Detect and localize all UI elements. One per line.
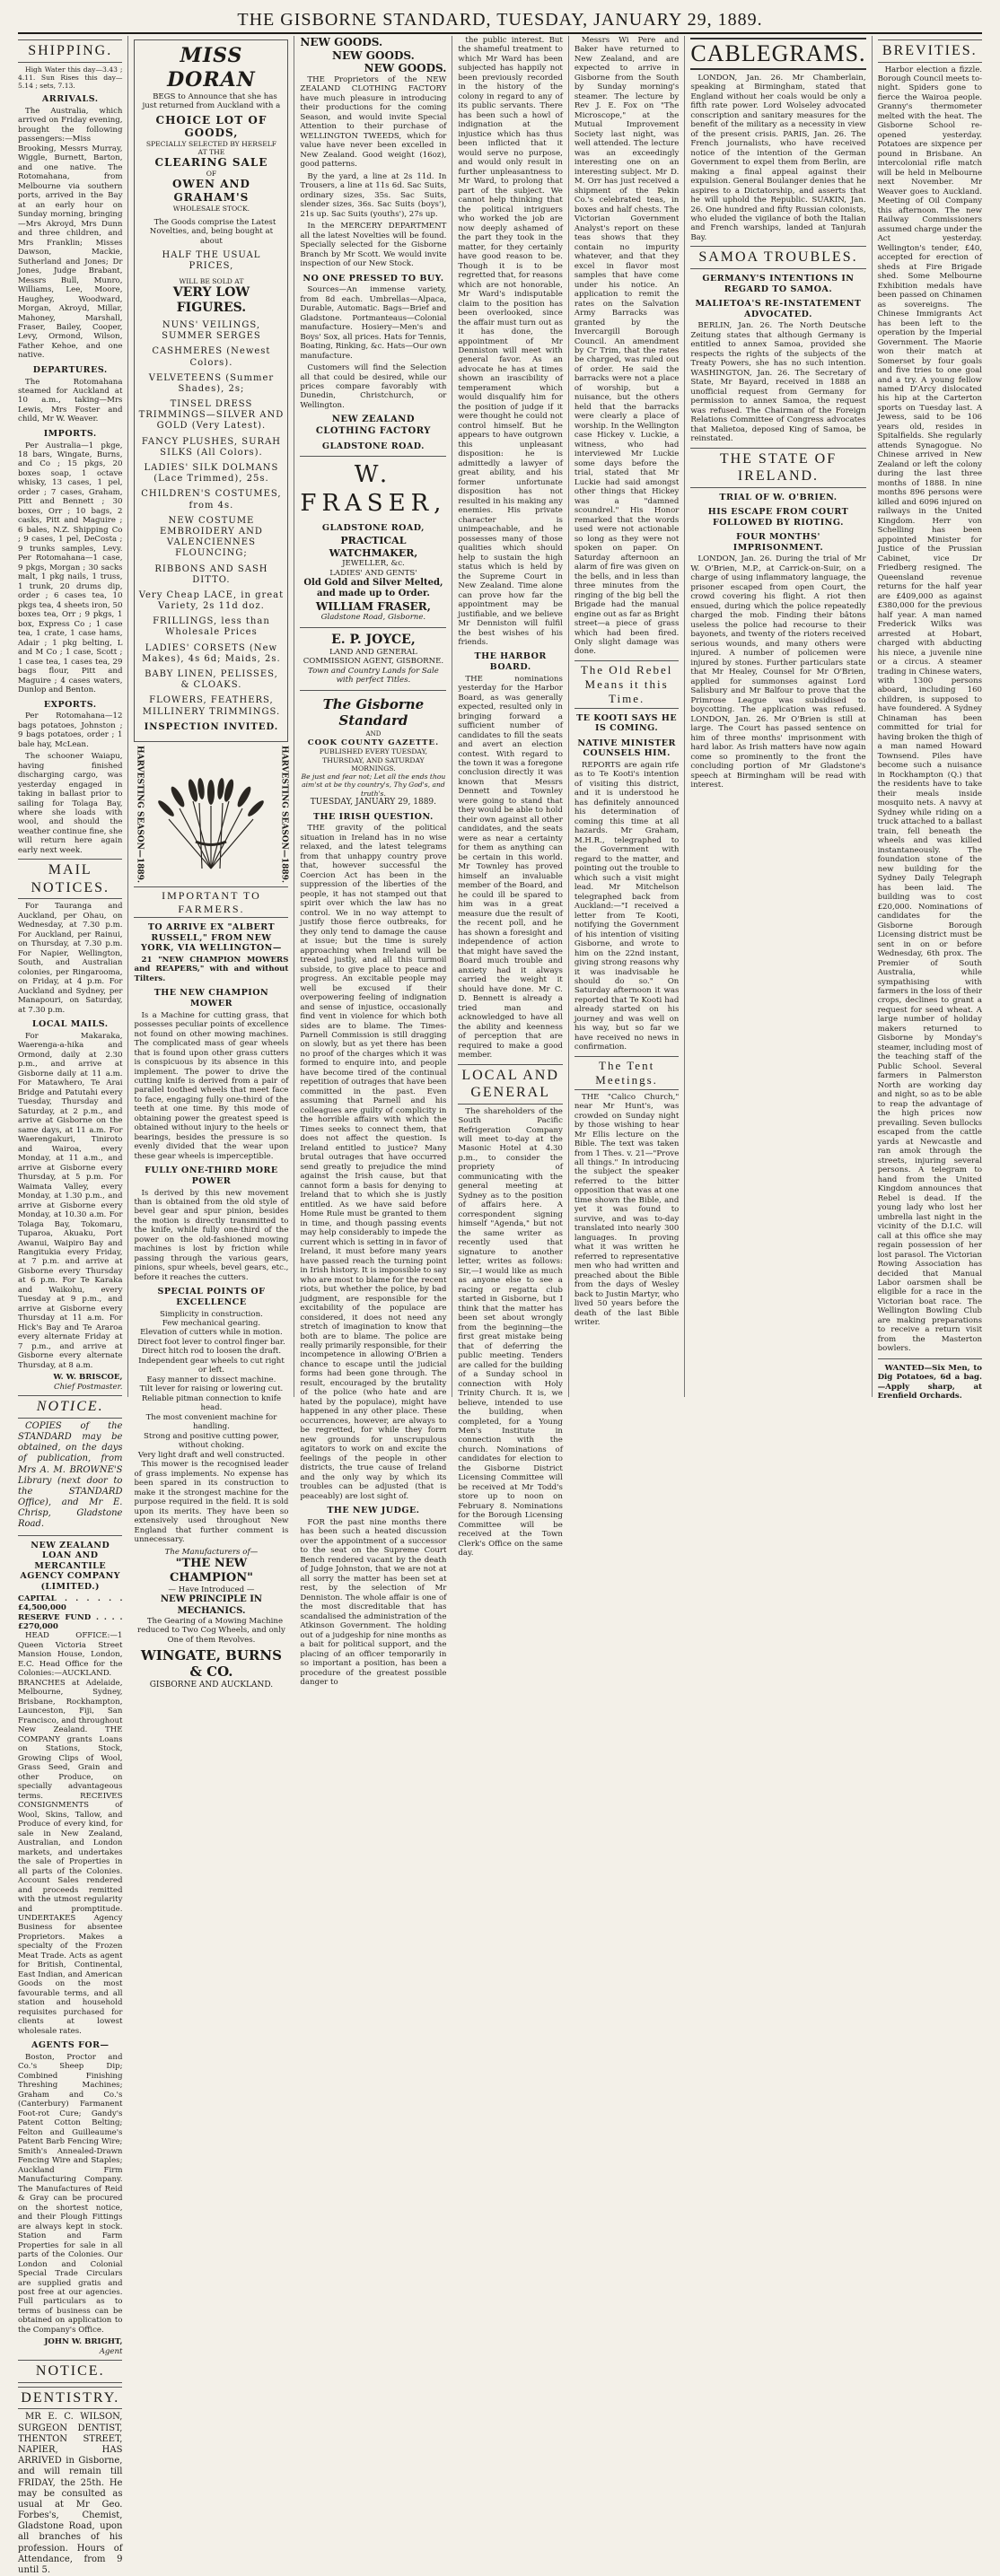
- fraser-trade-2: JEWELLER, &c.: [342, 559, 405, 569]
- doran-advert: [134, 39, 288, 742]
- wheat-label-left: HARVESTING SEASON—1889.: [135, 745, 145, 884]
- divider: [878, 1358, 982, 1359]
- special-item-6: Easy manner to dissect machine.: [146, 1375, 276, 1384]
- loan-text: HEAD OFFICE:—1 Queen Victoria Street Mansion House, London, E.C. Head Office for the Colonies:—AUCKLAND. BRANCHES at Adelaide, Melbourne, Sydney, Brisbane, Rockhampton, Launceston, Fiji, San Francisco, and throughout New Zealand. THE COMPANY grants Loans on Stations, Stock, Growing Clips of Wool, Grass Seed, Grain and other Produce, on specially advantageous terms. RECEIVES CONSIGNMENTS of Wool, Skins, Tallow, and Produce of every kind, for sale in New Zealand, Australian, and London markets, and undertakes the sale of Properties in all parts of the Colonies. Account Sales rendered and proceeds remitted with the utmost regularity and promptitude. UNDERTAKES Agency Business for absentee Proprietors. Makes a specialty of the Frozen Meat Trade. Acts as agent for British, Continental, East Indian, and American Goods on the most favourable terms, and all station and household requisites purchased for clients at lowest wholesale rates.: [18, 1631, 123, 2036]
- local-text: The shareholders of the South Pacific Refrigeration Company will meet to-day at the Masonic Hotel at 4.30 p.m., to consider the propriety of communicating with the general meeting at Sydney as to the position of affairs here. A correspondent signing himself "Agenda," but not the same writer as recently used that signature to another letter, writes as follows: Sir,—I would like as much as anyone else to see a racing or regatta club started in Gisborne, but I think that the matter has been set about wrongly from the beginning—the first great mistake being that of deferring the public meeting. Tenders are called for the building of a Sunday school in connection with Holy Trinity Church. It is, we believe, intended to use the building, when completed, for a Young Men's Institute in connection with the church. Nominations of candidates for election to the Gisborne District Licensing Committee will be received at Mr Todd's store up to noon on February 8. Nominations for the Borough Licensing Committee will be received at the Town Clerk's Office on the same day.: [458, 1106, 563, 1559]
- farmers-heading: IMPORTANT TO FARMERS.: [134, 886, 288, 918]
- judge-text: FOR the past nine months there has been such a heated discussion over the appointment of a successor to the seat on the Supreme Court Bench rendered vacant by the death of Judge Johnston, that we are not at all sorry the matter has been set at rest, by the selection of Mr Denniston. The whole affair is one of the most discreditable that has scandalised the administration of the Atkinson Government. The holding out of a judgeship for nine months as a bait for political support, and the placing of an officer temporarily in so important a position, has been a procedure of the greatest possible danger to: [300, 1517, 447, 1688]
- sources-text: Sources—An immense variety, from 8d each. Umbrellas—Alpaca, Durable, Automatic. Bags—Brief and Gladstone. Portmanteaus—Colonial manufacture. Hosiery—Men's and Boys' Sox, all prices. Hats for Tennis, Boating, Rinking, &c. Hats—Our own manufacture.: [300, 285, 447, 361]
- special-heading: SPECIAL POINTS OF EXCELLENCE: [157, 1287, 266, 1307]
- doran-item-5: LADIES' SILK DOLMANS (Lace Trimmed), 25s.: [144, 463, 279, 485]
- ireland-sub: TRIAL OF W. O'BRIEN.: [719, 492, 838, 502]
- tent-text: THE "Calico Church," near Mr Hunt's, was crowded on Sunday night by those wishing to hear Mr Ellis lecture on the Bible. The text was taken from 1 Thes. v. 21—"Prove all things." In introducing the subject the speaker referred to the bitter opposition that was at one time shown the Bible, and yet it was found to survive, and was to-day translated into nearly 300 languages. In proving what it was written he referred to representative men who had written and preached about the Bible from the days of Wesley back to Justin Martyr, who lived 50 years before the death of the last Bible writer.: [574, 1092, 680, 1328]
- loan-reserve: RESERVE FUND . . . . £270,000: [18, 1612, 123, 1631]
- doran-line-6: WHOLESALE STOCK.: [172, 204, 250, 213]
- customers-text: Customers will find the Selection all that could be desired, while our prices compare favorably with Dunedin, Christchurch, or Wellington.: [300, 363, 447, 410]
- doran-item-8: RIBBONS AND SASH DITTO.: [154, 563, 268, 585]
- fraser-big: W. FRASER,: [300, 461, 447, 518]
- exports-heading: EXPORTS.: [43, 699, 97, 710]
- masthead: THE GISBORNE STANDARD, TUESDAY, JANUARY 29, 1889.: [18, 7, 982, 34]
- column-7: [872, 36, 983, 1402]
- special-item-11: Very light draft and well constructed.: [137, 1450, 285, 1460]
- samoa-heading: SAMOA TROUBLES.: [690, 246, 865, 269]
- arrivals-text: The Australia, which arrived on Friday evening, brought the following passengers:—Miss Brooking, Messrs Murray, Wiggle, Burnett, Barton, and one native. The Rotomahana, from Melbourne via southern ports, arrived in the Bay at an early hour on Sunday morning, bringing—Mrs Akroyd, Mrs Dunn and three children, and Mrs Franklin; Misses Dawson, Mackie, Sutherland and Jones; Dr Jones, Judge Brabant, Messrs Bull, Munro, Williams, Lee, Moore, Haughey, Woodward, Morgan, Akroyd, Millar, Mahoney, Marshall, Fraser, Bailey, Cooper, Levy, Ormond, Wilson, Father Kehoe, and one native.: [18, 106, 123, 361]
- fraser-ladies: LADIES' AND GENTS': [329, 568, 417, 578]
- rebel-sub: TE KOOTI SAYS HE IS COMING.: [576, 712, 678, 734]
- standard-date: TUESDAY, JANUARY 29, 1889.: [310, 797, 437, 807]
- exports-text: Per Rotomahana—12 bags potatoes, Johnston ; 9 bags potatoes, order ; 1 bale hay, McLean.: [18, 712, 123, 749]
- joyce-text: LAND AND GENERAL COMMISSION AGENT, GISBORNE.: [303, 647, 444, 667]
- fraser-address: GLADSTONE ROAD,: [321, 522, 425, 533]
- wingate-footer-sub: GISBORNE AND AUCKLAND.: [149, 1680, 274, 1690]
- new-goods-prices: By the yard, a line at 2s 11d. In Trousers, a line at 11s 6d. Sac Suits, ordinary sizes, 35s. Sac Suits, slender sizes, 36s. Sac Suits (boys'), 21s up. Sac Suits (youths'), 27s up.: [300, 171, 447, 219]
- notice-heading: NOTICE.: [18, 1395, 122, 1419]
- samoa-sub: GERMANY'S INTENTIONS IN REGARD TO SAMOA.: [702, 273, 855, 294]
- local-mails-heading: LOCAL MAILS.: [31, 1019, 109, 1030]
- mail-sign-1: W. W. BRISCOE,: [53, 1373, 123, 1383]
- special-item-8: Reliable pitman connection to knife head.: [141, 1393, 282, 1413]
- agents-heading: AGENTS FOR—: [31, 2040, 110, 2051]
- judge-heading: THE NEW JUDGE.: [327, 1506, 420, 1516]
- column-5: [568, 36, 684, 1397]
- gearing: The Gearing of a Mowing Machine reduced to Two Cog Wheels, and only One of them Revolves.: [137, 1616, 285, 1645]
- fraser-trade: PRACTICAL WATCHMAKER,: [329, 535, 418, 559]
- arrivals-heading: ARRIVALS.: [41, 94, 99, 105]
- special-item-9: The most convenient machine for handling.: [145, 1412, 277, 1432]
- new-goods-3: NEW GOODS.: [364, 62, 447, 75]
- principle: NEW PRINCIPLE IN MECHANICS.: [160, 1594, 263, 1616]
- doran-item-10: FRILLINGS, less than Wholesale Prices: [153, 616, 270, 638]
- agent-title: Agent: [99, 2346, 123, 2356]
- doran-body: The Goods comprise the Latest Novelties, and, being bought at about: [149, 217, 276, 246]
- departures-heading: DEPARTURES.: [32, 364, 108, 375]
- doran-item-1: CASHMERES (Newest Colors).: [152, 346, 271, 368]
- mower-heading: THE NEW CHAMPION MOWER: [154, 988, 269, 1009]
- farmers-21: 21 "NEW CHAMPION MOWERS and REAPERS," with and without Tilters.: [134, 956, 289, 983]
- irish-text: THE gravity of the political situation in Ireland has in no wise relaxed, and the latest telegrams from that unhappy country prove that, however successful the Coercion Act has been in the suppression of the liberties of the people, it has not stamped out that spirit over which the law has no control. We in no way attempt to justify those fierce outbreaks, for they only tend to damage the cause at issue; but the time is surely approaching when Ireland will be treated justly, and all this turmoil subside, to give place to peace and progress. An excitable people may well be excused if their overpowering feeling of indignation and sense of injustice, occasionally find vent in violence for which both sides are to blame. The Times-Parnell Commission is still dragging on slowly, but as yet there has been no proof of the charges which it was formed to enquire into, and people have become tired of the continual repetition of outrages that have been committed in the past. Even assuming that Parnell and his colleagues are guilty of complicity in the horrible affairs with which the Times seeks to connect them, that does not affect the question. Is Ireland entitled to justice? Many brutal outrages that have occurred send greatly to prejudice the mind against the Irish cause, but that cannot form a basis for denying to Ireland that to which she is justly entitled. As we have said before Home Rule must be granted to them in time, and though passing events may help considerably to impede the current which is setting in in favor of Ireland, it must before many years have passed reach the turning point in Irish history. It is impossible to say who are most to blame for the recent riots, but whether the police, by bad judgment, are responsible for the excitability of the populace are considered, it does not need any stretch of imagination to know that both are to blame. The police are really primarily responsible, for their incompetence in allowing O'Brien a chance to escape until the judicial forms had been gone through. The result, encouraged by the brutality of the police (who hate and are hated by the populace), might have happened in any other place. These occurrences, however, are always to be regretted, for while they form new grounds for unscrupulous agitators to work on and excite the feelings of the people in other districts, the true cause of Ireland and the only way by which its troubles can be adjusted (that is peaceably) are lost sight of.: [300, 824, 447, 1501]
- fraser-gold: Old Gold and Silver Melted, and made up to Order.: [303, 578, 443, 599]
- doran-item-7: NEW COSTUME EMBROIDERY AND VALENCIENNES FLOUNCING;: [160, 515, 263, 559]
- wheat-illustration: [134, 746, 288, 883]
- brevities-heading: BREVITIES.: [878, 39, 982, 63]
- factory-address: GLADSTONE ROAD.: [321, 441, 425, 451]
- ireland-heading: THE STATE OF IRELAND.: [690, 448, 865, 488]
- farmers-sub: TO ARRIVE EX "ALBERT RUSSELL," FROM NEW YORK, VIA WELLINGTON—: [141, 922, 282, 954]
- local-heading: LOCAL AND GENERAL: [458, 1064, 562, 1105]
- shipping-heading: SHIPPING.: [18, 39, 122, 63]
- column-6: [684, 36, 871, 1397]
- column-3: [294, 36, 452, 1688]
- local-continued: Messrs Wi Pere and Baker have returned to New Zealand, and are expected to arrive in Gisborne from the South by Sunday morning's steamer. The lecture by Rev J. E. Fox on "The Microscope," at the Mutual Improvement Society last night, was well attended. The lecture was an exceedingly interesting one on an interesting subject. Mr D. M. Orr has just received a shipment of the Pekin Co.'s celebrated teas, in boxes and half chests. The Victorian Government Analyst's report on these teas shows that they contain no impurity whatever, and that they excel in flavor most samples that have come under his notice. An application to remit the rates on the Salvation Army Barracks was granted by the Invercargill Borough Council. An amendment by Cr Trim, that the rates be charged, was ruled out of order. He said the barracks were not a place of worship, but a nuisance, but the others held that the barracks were clearly a place of worship. In the Wellington case Hickey v. Luckie, a witness, who had interviewed Mr Luckie some days before the trial, stated that Mr Luckie had said amongst other things that Hickey was a "damned scoundrel." His Honor remarked that the words used were not actionable so long as they were not spoken on paper. On Saturday afternoon an alarm of fire was given on the bells, and in less than three minutes from the ringing of the big bell the Brigade had the manual engine out as far as Bright street—a piece of grass which had been fired. Only slight damage was done.: [574, 36, 680, 657]
- ireland-text: LONDON, Jan. 26. During the trial of Mr W. O'Brien, M.P., at Carrick-on-Suir, on a charge of using inflammatory language, the prisoner escaped from open Court, the crowd covering his flight. A riot then ensued, during which the police repeatedly charged the mob. Finding their bâtons useless the police had recourse to their bayonets, and twenty of the rioters received serious wounds, and many others were injured. A number of policemen were injured by stones. Further particulars state that Mr Healey, Counsel for Mr O'Brien, applied for summonses against Lord Salisbury and Mr Balfour to prove that the Primrose League was subsidised to boycotting. The application was refused. LONDON, Jan. 26. Mr O'Brien is still at large. The Court has passed sentence on him of three months' imprisonment with hard labor. As Irish matters have now again come so prominently to the front the concluding portion of Mr Gladstone's speech at Birmingham will be read with interest.: [690, 554, 866, 790]
- doran-item-11: LADIES' CORSETS (New Makes), 4s 6d; Maids, 2s.: [142, 642, 281, 664]
- tides-text: High Water this day—3.43 ; 4.11. Sun Rises this day—5.14 ; sets, 7.13.: [18, 65, 123, 91]
- fraser-name: WILLIAM FRASER,: [315, 599, 431, 613]
- notice2-heading: NOTICE.: [18, 2360, 122, 2383]
- doran-line-3: CLEARING SALE: [154, 156, 268, 170]
- notice-text: COPIES of the STANDARD may be obtained, on the days of publication, from Mrs A. M. BROWNE'S Library (next door to the STANDARD Office), and Mr E. Chrisp, Gladstone Road.: [18, 1420, 123, 1530]
- driven-text: Is derived by this new movement than is obtained from the old style of bevel gear and spur pinion, besides the motion is directly transmitted to the knife, while fully one-third of the power on the old-fashioned mowing machines is lost by friction while passing through the various gears, pinions, spur wheels, bevel gears, etc., before it reaches the cutters.: [134, 1188, 289, 1282]
- doran-item-9: Very Cheap LACE, in great Variety, 2s 11d doz.: [138, 589, 285, 612]
- standard-title: The Gisborne Standard: [322, 695, 425, 729]
- doran-half: HALF THE USUAL PRICES,: [162, 250, 261, 272]
- joyce-sub: Town and Country Lands for Sale with perfect Titles.: [308, 666, 439, 685]
- rebel-heading: The Old Rebel Means it this Time.: [575, 660, 679, 709]
- none-pressed: NO ONE PRESSED TO BUY.: [303, 273, 444, 284]
- doran-item-13: FLOWERS, FEATHERS, MILLINERY TRIMMINGS.: [142, 695, 281, 717]
- doran-line-1: SPECIALLY SELECTED BY HERSELF: [145, 139, 277, 148]
- brevities-text: Harbor election a fizzle. Borough Council meets to-night. Spiders gone to fierce the Wairoa people. Granny's thermometer melted with the heat. The Gisborne School re-opened yesterday. Potatoes are sixpence per pound in Brisbane. An intercolonial rifle match will be held in Melbourne next November. Mr Weaver goes to Auckland. Meeting of Oil Company this afternoon. The new Railway Commissioners assumed charge under the Act yesterday. Wellington's tender, £40, accepted for erection of sheds at Fire Brigade shed. Some Melbourne Exhibition medals have been passed on Chinamen as sovereigns. The Chinese Immigrants Act has been left to the operation by the Imperial Government. The Maorie won their match at Somerset by four goals and five tries to one goal and a try. A young fellow named D'Arcy dislocated his hip at the Carterton sports on Tuesday last. A Jewess, said to be 106 years old, resides in Spitalfields. She regularly attends Synagogue. No Chinese arrived in New Zealand or left the colony during the last three months of 1888. In nine months 896 persons were killed and 6096 injured on railways in the United Kingdom. Herr von Schelling has been appointed Minister for Justice of the Prussian Cabinet, vice Dr Friedberg resigned. The Queensland revenue returns for the half year are £409,000 as against £380,000 for the previous half year. A man named Frederick Wilks was arrested at Hobart, charged with abducting his niece, a juvenile nine or a circus. A steamer trading in Chinese waters, with 1300 persons aboard, including 160 children, is supposed to have foundered. A Sydney Chinaman has been committed for trial for having broken the thigh of a man named Howard Townsend. Piles have become such a nuisance in Rockhampton (Q.) that the residents have to take their meals inside mosquito nets. A navvy at Sydney while riding on a truck attached to a ballast train, fell beneath the wheels and was killed instantaneously. The foundation stone of the new building for the Sydney Daily Telegraph has been laid. The building was to cost £20,000. Nominations of candidates for the Gisborne Borough Licensing district must be sent in on or before Wednesday, 6th prox. The Premier of South Australia, while sympathising with farmers in the loss of their crops, declines to grant a request for seed wheat. A large number of holiday makers returned to Gisborne by Monday's steamer, including most of the teaching staff of the Public School. Several farmers in Palmerston North are working day and night, so as to be able to reap the advantage of the high prices now prevailing. Seven bullocks escaped from the cattle yards at Newcastle and ran amok through the streets, injuring several persons. A telegram to hand from the United Kingdom announces that Rebel is dead. If the young lady who lost her umbrella last night in the vicinity of the D.I.C. will call at this office she may regain possession of her lost parasol. The Victorian Rowing Association has decided that Manual Labor oarsmen shall be eligible for a race in the Victorian boat race. The Wellington Bowling Club are making preparations to receive a return visit from the Masterton bowlers.: [877, 65, 983, 1354]
- ireland-sub-2: HIS ESCAPE FROM COURT FOLLOWED BY RIOTING.: [707, 507, 849, 528]
- doran-line-2: AT THE: [197, 148, 225, 157]
- champion-name: "THE NEW CHAMPION": [169, 1557, 253, 1585]
- columns: [18, 36, 983, 2576]
- loan-capital: CAPITAL . . . . . . £4,500,000: [18, 1594, 123, 1613]
- harbour-text: THE nominations yesterday for the Harbor Board, as was generally expected, resulted only in bringing forward a sufficient number of candidates to fill the seats and avert an election contest. With regard to the town it was a foregone conclusion directly it was known that Messrs Dennett and Townley were going to stand that they would be able to hold their own against all other candidates, and the seats were as near a certainty for them as anything can be certain in this world. Mr Townley has proved himself an invaluable member of the Board, and he could ill be spared to him was in a great measure due the result of the recent poll, and he has shown a foresight and independence of action that might have saved the Board much trouble and anxiety had it always carried the weight it should have done. Mr C. D. Bennett is already a tried man and acknowledged to have all the ability and keenness of perception that are required to make a good member.: [458, 674, 563, 1061]
- mail-heading: MAIL NOTICES.: [18, 859, 122, 899]
- doran-intro: BEGS to Announce that she has just returned from Auckland with a: [142, 92, 281, 111]
- special-text: This mower is the recognised leader of grass implements. No expense has been spared in its construction to make it the strongest machine for the purpose required in the field. It is sold upon its merits. They have been so extensively used throughout New England that further comment is unnecessary.: [134, 1460, 289, 1545]
- new-goods-text: THE Proprietors of the NEW ZEALAND CLOTHING FACTORY have much pleasure in introducing their productions for the coming Season, and would invite Special Attention to their purchase of WELLINGTON TWEEDS, which for value have never been excelled in New Zealand. Good weight (16oz), good patterns.: [300, 74, 447, 170]
- departures-text: The Rotomahana steamed for Auckland at 10 a.m., taking—Mrs Lewis, Mrs Foster and child, Mr W. Weaver.: [18, 377, 123, 424]
- standard-and: AND: [365, 730, 382, 738]
- column-4: [452, 36, 567, 1559]
- fraser-name-address: Gladstone Road, Gisborne.: [320, 613, 426, 623]
- special-item-4: Direct hitch rod to loosen the draft.: [141, 1347, 282, 1357]
- special-item-10: Strong and positive cutting power, without choking.: [144, 1431, 279, 1451]
- wingate-footer: WINGATE, BURNS & CO.: [140, 1647, 282, 1681]
- joyce-heading: E. P. JOYCE,: [331, 632, 416, 647]
- doran-will: WILL BE SOLD AT: [179, 276, 244, 285]
- champion-sub: — Have Introduced —: [168, 1585, 255, 1594]
- special-item-3: Direct foot lever to control finger bar.: [137, 1337, 285, 1347]
- schooner-text: The schooner Waiapu, having finished discharging cargo, was yesterday engaged in taking in ballast prior to sailing for Tolaga Bay, where she loads with wool, and should the weather continue fine, she will return here again early next week.: [18, 752, 123, 855]
- rebel-text: REPORTS are again rife as to Te Kooti's intention of visiting this district, and it is understood he has definitely announced his determination of coming this time at all hazards. Mr Graham, M.H.R., telegraphed to the Government with regard to the matter, and pointing out the trouble to which such a visit might lead. Mr Mitchelson telegraphed back from Auckland:—"I received a letter from Te Kooti, notifying the Government of his intention of visiting Gisborne, and wrote to him on the 22nd instant, giving strong reasons why it was inadvisable he should do so." On Saturday afternoon it was reported that Te Kooti had already started on his journey and was well on his way, but so far we have received no news in confirmation.: [574, 760, 680, 1052]
- doran-name: MISS DORAN: [167, 44, 256, 92]
- doran-item-6: CHILDREN'S COSTUMES, from 4s.: [141, 489, 282, 511]
- doran-item-12: BABY LINEN, PELISSES, & CLOAKS.: [145, 669, 278, 691]
- doran-item-2: VELVETEENS (Summer Shades), 2s;: [148, 372, 275, 394]
- divider: [300, 456, 446, 457]
- wheat-sheaf-icon: [144, 756, 278, 873]
- imports-heading: IMPORTS.: [43, 428, 97, 439]
- wheat-label-right: HARVESTING SEASON—1889.: [279, 745, 289, 884]
- doran-item-0: NUNS' VEILINGS, SUMMER SERGES: [162, 319, 261, 342]
- special-item-0: Simplicity in construction.: [159, 1309, 263, 1319]
- agent-name: JOHN W. BRIGHT,: [44, 2337, 123, 2347]
- factory-name: NEW ZEALAND CLOTHING FACTORY: [315, 415, 431, 436]
- divider: [300, 690, 446, 691]
- imports-text: Per Australia—1 pkge, 18 bars, Wingate, Burns, and Co ; 15 pkgs, 20 boxes soap, 1 octave whisky, 13 cases, 1 pel, order ; 7 cases, Graham, Pitt and Bennett ; 30 boxes, Orr ; 10 bags, 2 casks, Pitt and Maguire ; 6 bales, N.Z. Shipping Co ; 9 cases, 1 pel, DeCosta ; 9 trunks samples, Levy. Per Rotomahana—1 case, 9 pkgs, Morgan ; 30 sacks malt, 1 pkg nails, 1 truss, 1 trunk, 20 drums dip, order ; 6 cases tea, 10 pkgs tea, 4 sheets iron, 50 boxes tea, Orr ; 9 pkgs, 1 box, Express Co ; 1 case tea, 1 crate, 1 case hams, Adair ; 1 pkg belting, L and M Co ; 1 case, Scott ; 1 case tea, 1 cases tea, 29 bags flour, Pitt and Maguire ; 4 cases waters, Dunlop and Benton.: [18, 441, 123, 695]
- new-goods-mercery: In the MERCERY DEPARTMENT all the latest Novelties will be found. Specially selected for the Gisborne Branch by Mr Scott. We would invite inspection of our New Stock.: [300, 222, 447, 269]
- mail-sign-2: Chief Postmaster.: [54, 1382, 123, 1392]
- special-item-1: Few mechanical gearing.: [162, 1319, 261, 1328]
- divider: [300, 627, 446, 628]
- rebel-sub-2: NATIVE MINISTER COUNSELS HIM.: [577, 738, 676, 759]
- doran-item-4: FANCY PLUSHES, SURAH SILKS (All Colors).: [141, 436, 282, 458]
- doran-vlf: VERY LOW FIGURES.: [172, 284, 250, 315]
- special-item-2: Elevation of cutters while in motion.: [140, 1328, 283, 1338]
- doran-line-5: OWEN AND GRAHAM'S: [171, 178, 250, 204]
- divider: [18, 1535, 122, 1536]
- doran-invite: INSPECTION INVITED.: [144, 721, 279, 732]
- new-goods-2: NEW GOODS.: [332, 48, 415, 62]
- ireland-sub-3: FOUR MONTHS' IMPRISONMENT.: [732, 532, 824, 553]
- judge-continued: the public interest. But the shameful treatment to which Mr Ward has been subjected has happily not been previously recorded in the history of the colony in regard to any of its public servants. There has been such a howl of indignation at the injustice which has thus been inflicted that it would serve no purpose, and would only result in further unpleasantness to Mr Ward, to prolong that part of the subject. We cannot help thinking that the political intriguers who worked the job are now deeply ashamed of the part they took in the matter, for they certainly have good reason to be. Though it is to be regretted that, for reasons which are not honorable, Mr Ward's indisputable claim to the position has been overlooked, since the affair must turn out as it has done, the appointment of Mr Denniston will meet with general favor. As an advocate he has at times shown an irascibility of temperament which would disqualify him for the position of judge if it were thought he could not control himself. But he appears to have outgrown this unpleasant disposition: he is admittedly a lawyer of great ability, and his former unfortunate disposition has not resulted in his making any enemies. His private character is unimpeachable, and he possesses many of those qualities which should help to sustain the high status which is held by the Supreme Court in New Zealand. Time alone can prove how far the appointment may be justifiable, and we believe Mr Denniston will fulfil the best wishes of his friends.: [458, 36, 563, 647]
- driven-heading: FULLY ONE-THIRD MORE POWER: [145, 1166, 278, 1186]
- special-item-7: Tilt lever for raising or lowering cut.: [139, 1384, 284, 1394]
- new-goods-1: NEW GOODS.: [300, 36, 383, 48]
- tent-heading: The Tent Meetings.: [575, 1056, 679, 1090]
- agents-text: Boston, Proctor and Co.'s Sheep Dip; Combined Finishing Threshing Machines; Graham and Co.'s (Canterbury) Farmanent Foot-rot Cure; Gandy's Patent Cotton Belting; Felton and Guilleaume's Patent Barb Fencing Wire; Smith's Annealed-Drawn Fencing Wire and Staples; Auckland Firm Manufacturing Company. The Manufactures of Reid & Gray can be procured on the shortest notice, and their Plough Fittings are always kept in stock. Station and Farm Properties for sale in all parts of the Colonies. Our London and Colonial Special Trade Circulars are supplied gratis and post free at our agencies. Full particulars as to terms of business can be obtained on application to the Company's Office.: [18, 2052, 123, 2335]
- harbour-heading: THE HARBOR BOARD.: [474, 651, 547, 673]
- samoa-text: BERLIN, Jan. 26. The North Deutsche Zeitung states that although Germany is entitled to annex Samoa, provided she respects the rights of the subjects of the Treaty Powers, she has no such intention. WASHINGTON, Jan. 26. The Secretary of State, Mr Bayard, received in 1888 an unofficial request from Germany for permission to annex Samoa, the request was refused. The Chairman of the Foreign Relations Committee of Congress advocates that Malietoa, deposed King of Samoa, be reinstated.: [690, 321, 866, 444]
- dentistry-heading: DENTISTRY.: [18, 2387, 122, 2410]
- local-mails-text: For Makaraka, Waerenga-a-hika and Ormond, daily at 2.30 p.m., and arrive at Gisborne daily at 11 a.m. For Matawhero, Te Arai Bridge and Patutahi every Tuesday, Thursday and Saturday, at 2 p.m., and arrive at Gisborne on the same days, at 11 a.m. For Waerengakuri, Tiniroto and Wairoa, every Monday, at 11 a.m., and arrive at Gisborne every Thursday, at 5 p.m. For Waimata Valley, every Monday, at 1.30 p.m., and arrive at Gisborne every Monday, at 10.30 a.m. For Tolaga Bay, Tokomaru, Tuparoa, Akuaku, Port Awanui, Waipiro Bay and Rangitukia every Friday, at 7 p.m. and arrive at Gisborne every Thursday at 6 p.m. For Te Karaka and Waikohu, every Tuesday at 9 p.m., and arrive at Gisborne every Thursday at 11 a.m. For Hick's Bay and Te Araroa every alternate Friday at 7 p.m., and arrive at Gisborne every alternate Thursday, at 8 a.m.: [18, 1031, 123, 1370]
- dentistry-text: MR E. C. WILSON, SURGEON DENTIST, THENTON STREET, NAPIER, HAS ARRIVED in Gisborne, and will remain till FRIDAY, the 25th. He may be consulted as usual at Mr Geo. Forbes's, Chemist, Gladstone Road, upon all branches of his profession. Hours of Attendance, from 9 until 5.: [18, 2412, 123, 2576]
- standard-sub: COOK COUNTY GAZETTE.: [307, 738, 440, 747]
- mail-text: For Tauranga and Auckland, per Ohau, on Wednesday, at 7.30 p.m. For Auckland, per Rainui, on Thursday, at 7.30 p.m. For Napier, Wellington, South, and Australian colonies, per Ringarooma, on Friday, at 4 p.m. For Auckland and Sydney, per Manapouri, on Saturday, at 7.30 p.m.: [18, 902, 123, 1015]
- irish-heading: THE IRISH QUESTION.: [312, 811, 434, 822]
- doran-item-3: TINSEL DRESS TRIMMINGS—SILVER AND GOLD (Very Latest).: [138, 399, 285, 432]
- loan-heading: NEW ZEALAND LOAN AND MERCANTILE AGENCY COMPANY (LIMITED.): [20, 1540, 121, 1592]
- mfr-line: The Manufacturers of—: [164, 1547, 259, 1557]
- wanted-advert: WANTED—Six Men, to Dig Potatoes, 6d a bag.—Apply sharp, at Erenfield Orchards.: [877, 1363, 983, 1402]
- cables-text: LONDON, Jan. 26. Mr Chamberlain, speaking at Birmingham, stated that England without her coals would be only a fifth rate power. Lord Wolseley advocated conscription and sanitary measures for the benefit of the military as a necessity in view of the present crisis. PARIS, Jan. 26. The French journalists, who have received notice of the intention of the German Government to expel them from Berlin, are making a final appeal against their expulsion. General Boulanger denies that he aspires to a Dictatorship, and asserts that he will uphold the Republic. SUAKIN, Jan. 26. One hundred and fifty Russian colonists, who eluded the vigilance of both the Italian and French warships, landed at Tanjurah Bay.: [690, 73, 866, 242]
- standard-motto: Be just and fear not; Let all the ends thou aim'st at be thy country's, Thy God's, and truth's.: [301, 773, 446, 798]
- column-1: [18, 36, 127, 2576]
- column-2: [127, 36, 294, 1690]
- special-item-5: Independent gear wheels to cut right or left.: [138, 1356, 285, 1375]
- standard-pub: PUBLISHED EVERY TUESDAY, THURSDAY, AND SATURDAY MORNINGS.: [319, 747, 428, 773]
- samoa-sub-2: MALIETOA'S RE-INSTATEMENT ADVOCATED.: [695, 299, 862, 319]
- doran-line-4: OF: [206, 170, 217, 178]
- mower-text: Is a Machine for cutting grass, that possesses peculiar points of excellence not found on other mowing machines. The complicated mass of gear wheels that is found upon other grass cutters is conspicuous by its absence in this implement. The power to drive the cutting knife is derived from a pair of parallel toothed wheels that meet face to face, engaging fully one-third of the teeth at one time. By this mode of obtaining power the greatest speed is obtained without injury to the heels or bearings, besides the pressure is so evenly divided that the wear upon these gear wheels is imperceptible.: [134, 1010, 289, 1161]
- doran-line-0: CHOICE LOT OF GOODS,: [155, 113, 268, 140]
- cables-heading: CABLEGRAMS.: [690, 38, 865, 70]
